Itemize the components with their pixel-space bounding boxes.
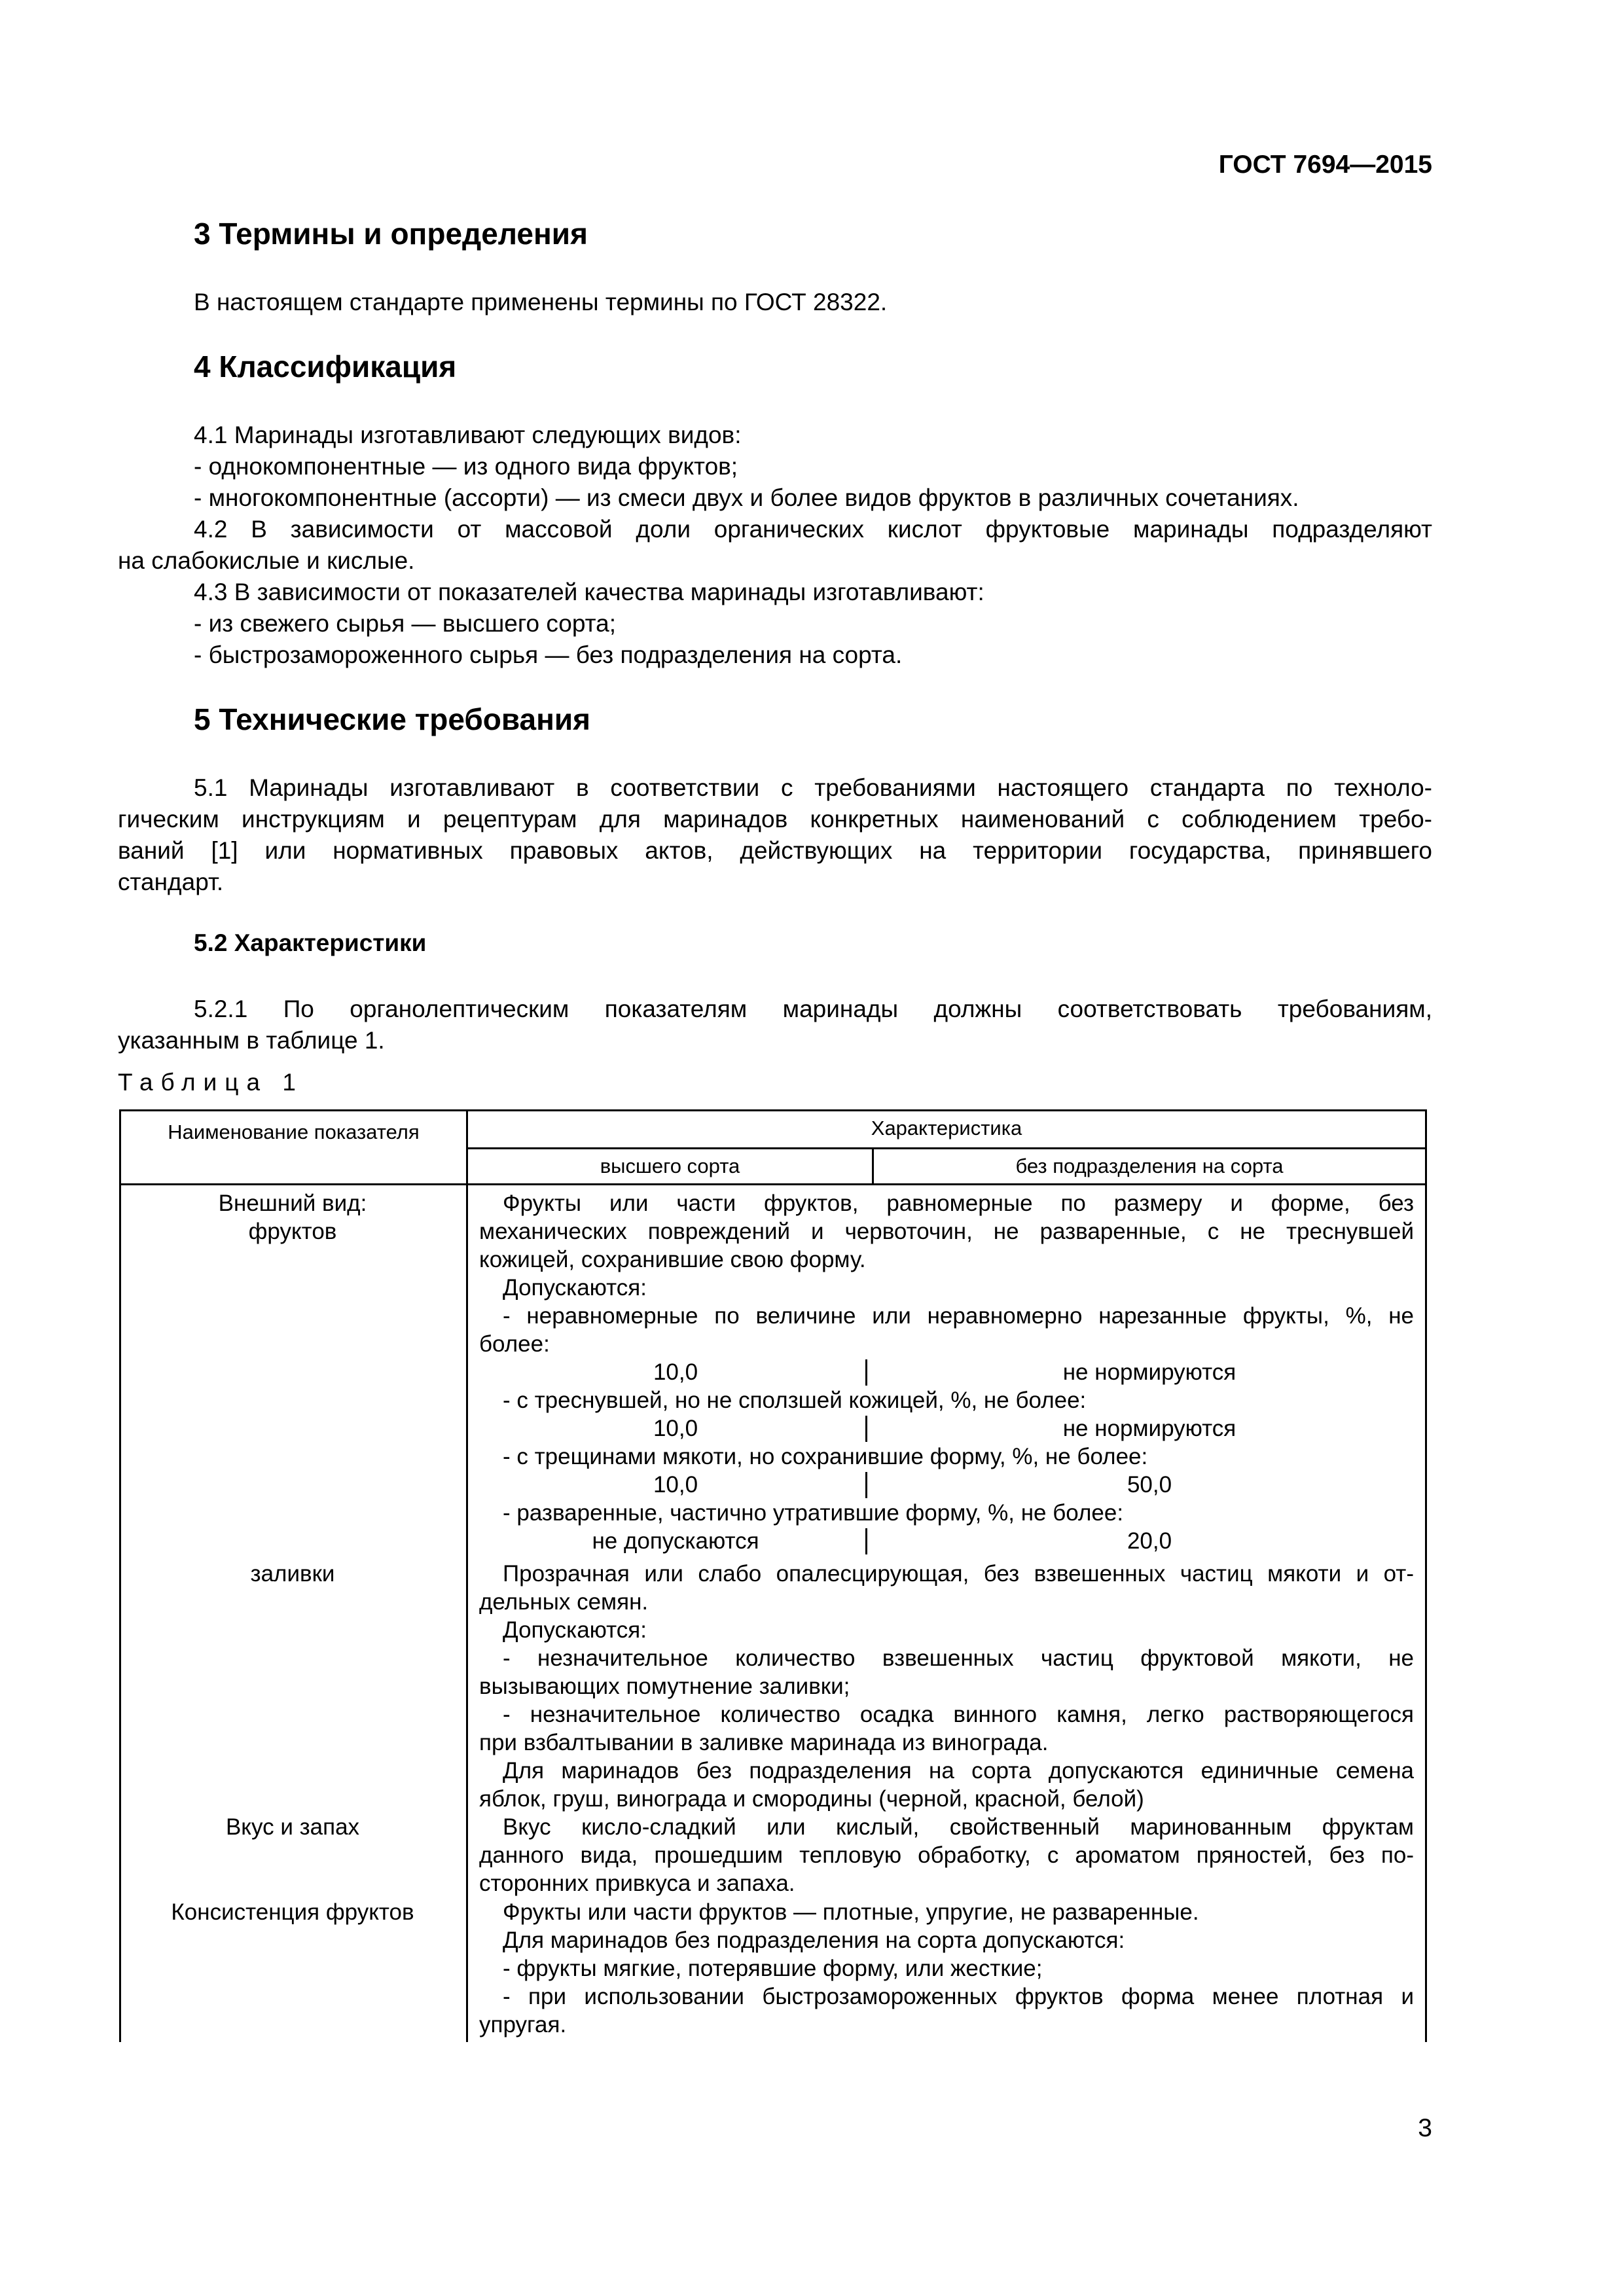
cell-text-line: более:: [479, 1331, 550, 1357]
indicator-consistency: Консистенция фруктов: [171, 1899, 414, 1925]
cell-text-line: сторонних привкуса и запаха.: [479, 1871, 795, 1896]
value-ungraded: 20,0: [1127, 1528, 1172, 1554]
list-item: - быстрозамороженного сырья — без подразделения на сорта.: [194, 641, 903, 668]
clause-4-2-continued: на слабокислые и кислые.: [118, 547, 415, 574]
cell-text-line: дельных семян.: [479, 1589, 649, 1615]
cell-text-line: Допускаются:: [503, 1275, 647, 1300]
cell-text-line: - фрукты мягкие, потерявшие форму, или жесткие;: [503, 1956, 1043, 1981]
cell-text-line: Фрукты или части фруктов — плотные, упругие, не разваренные.: [503, 1899, 1199, 1925]
section-3-title: 3 Термины и определения: [194, 217, 588, 251]
cell-text-line: кожицей, сохранившие свою форму.: [479, 1247, 866, 1272]
document-code: ГОСТ 7694—2015: [1218, 151, 1432, 179]
section-4-title: 4 Классификация: [194, 350, 457, 384]
header-ungraded: без подразделения на сорта: [1015, 1155, 1284, 1177]
table-border-right: [1425, 1109, 1427, 2042]
table-border-top: [119, 1109, 1427, 1111]
cell-text-line: Допускаются:: [503, 1617, 647, 1643]
cell-text-line: Для маринадов без подразделения на сорта допускаются:: [503, 1928, 1125, 1953]
clause-5-1: 5.1 Маринады изготавливают в соответствии с требованиями настоящего стандарта по техноло-: [194, 774, 1432, 801]
cell-text-line: вызывающих помутнение заливки;: [479, 1674, 850, 1699]
clause-4-3: 4.3 В зависимости от показателей качества маринады изготавливают:: [194, 579, 984, 605]
clause-5-2-1-line: указанным в таблице 1.: [118, 1027, 385, 1054]
cell-text-line: Вкус кисло-сладкий или кислый, свойственный маринованным фруктам: [503, 1814, 1414, 1840]
value-ungraded: 50,0: [1127, 1472, 1172, 1498]
table-header-divider: [467, 1147, 1427, 1149]
cell-text-line: - с треснувшей, но не сползшей кожицей, %, не более:: [503, 1388, 1087, 1413]
clause-5-1-line: ваний [1] или нормативных правовых актов, действующих на территории государства, принявшего: [118, 837, 1432, 864]
list-item: - однокомпонентные — из одного вида фруктов;: [194, 453, 738, 480]
clause-5-2-1: 5.2.1 По органолептическим показателям маринады должны соответствовать требованиям,: [194, 996, 1432, 1022]
cell-text-line: - с трещинами мякоти, но сохранившие форму, %, не более:: [503, 1444, 1148, 1469]
value-row: [479, 1527, 1414, 1555]
list-item: - из свежего сырья — высшего сорта;: [194, 610, 617, 637]
table-header-bottom: [119, 1183, 1427, 1185]
value-separator: [865, 1359, 867, 1386]
cell-text-line: данного вида, прошедшим тепловую обработку, с ароматом пряностей, без по-: [479, 1842, 1414, 1868]
clause-4-2: 4.2 В зависимости от массовой доли органических кислот фруктовые маринады подразделяют: [194, 516, 1432, 543]
header-indicator-name: Наименование показателя: [168, 1121, 420, 1143]
value-separator: [865, 1416, 867, 1442]
value-separator: [865, 1528, 867, 1554]
header-premium-grade: высшего сорта: [600, 1155, 740, 1177]
value-ungraded: не нормируются: [1062, 1359, 1236, 1385]
indicator-fruits: фруктов: [248, 1219, 337, 1244]
clause-5-1-line: гическим инструкциям и рецептурам для маринадов конкретных наименований с соблюдением требо-: [118, 806, 1432, 833]
value-separator: [865, 1472, 867, 1498]
value-premium: 10,0: [653, 1416, 698, 1441]
cell-text-line: - незначительное количество взвешенных частиц фруктовой мякоти, не: [503, 1645, 1414, 1671]
clause-4-1: 4.1 Маринады изготавливают следующих видов:: [194, 422, 742, 448]
cell-text-line: яблок, груш, винограда и смородины (черной, красной, белой): [479, 1786, 1144, 1812]
clause-5-1-line: стандарт.: [118, 869, 224, 895]
section-5-title: 5 Технические требования: [194, 702, 590, 736]
list-item: - многокомпонентные (ассорти) — из смеси двух и более видов фруктов в различных сочетаниях.: [194, 484, 1299, 511]
value-row: [479, 1471, 1414, 1499]
indicator-appearance: Внешний вид:: [218, 1191, 367, 1216]
cell-text-line: - незначительное количество осадка винного камня, легко растворяющегося: [503, 1702, 1414, 1727]
cell-text-line: механических повреждений и червоточин, не разваренные, с не треснувшей: [479, 1219, 1414, 1244]
cell-text-line: Фрукты или части фруктов, равномерные по размеру и форме, без: [503, 1191, 1414, 1216]
section-3-text: В настоящем стандарте применены термины по ГОСТ 28322.: [194, 289, 888, 315]
cell-text-line: Для маринадов без подразделения на сорта допускаются единичные семена: [503, 1758, 1414, 1784]
header-characteristic: Характеристика: [871, 1117, 1022, 1139]
cell-text-line: - разваренные, частично утратившие форму, %, не более:: [503, 1500, 1124, 1526]
table-caption: Таблица 1: [118, 1069, 304, 1096]
indicator-fill: заливки: [250, 1561, 335, 1587]
value-ungraded: не нормируются: [1062, 1416, 1236, 1441]
value-row: [479, 1414, 1414, 1443]
value-premium: 10,0: [653, 1359, 698, 1385]
cell-text-line: - при использовании быстрозамороженных фруктов форма менее плотная и: [503, 1984, 1414, 2009]
table-column-divider: [466, 1109, 468, 2042]
cell-text-line: при взбалтывании в заливке маринада из винограда.: [479, 1730, 1049, 1755]
indicator-taste: Вкус и запах: [225, 1814, 360, 1840]
cell-text-line: упругая.: [479, 2012, 567, 2037]
cell-text-line: - неравномерные по величине или неравномерно нарезанные фрукты, %, не: [503, 1303, 1414, 1329]
value-premium: 10,0: [653, 1472, 698, 1498]
subsection-5-2-title: 5.2 Характеристики: [194, 929, 427, 956]
page-number: 3: [1418, 2114, 1432, 2142]
value-premium: не допускаются: [592, 1528, 759, 1554]
cell-text-line: Прозрачная или слабо опалесцирующая, без взвешенных частиц мякоти и от-: [503, 1561, 1414, 1587]
value-row: [479, 1358, 1414, 1386]
